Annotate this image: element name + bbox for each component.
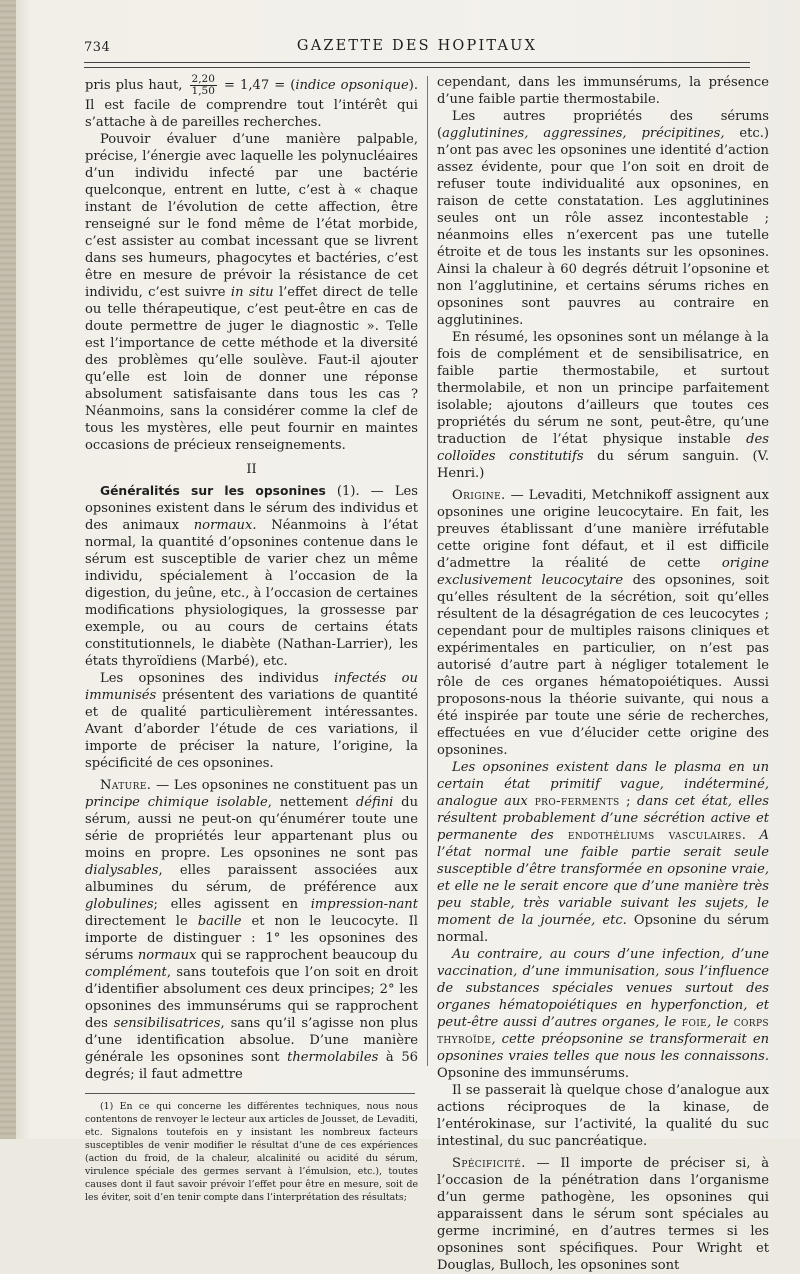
paragraph: En résumé, les opsonines sont un mélange à la fois de complément et de sensibilisatrice, en faible partie thermostabile, et surtout thermolabile, et non un principe parfaitement isolable; ajoutons d’ailleurs que toutes ces propriétés du sérum ne sont, peut-être, qu’une traduction de l’état physique instable des colloïdes constitutifs du sérum sanguin. (V. Henri.) xyxy=(437,330,769,481)
subsection-label: Nature. xyxy=(100,778,152,793)
right-column xyxy=(437,74,769,1274)
section-heading: Généralités sur les opsonines xyxy=(100,484,326,498)
paragraph: Nature. — Les opsonines ne constituent pas un principe chimique isolable, nettement défini du sérum, aussi ne peut-on qu’énumérer toute une série de propriétés leur appartenant plus ou moins en propre. Les opsonines ne sont pas dialysables, elles paraissent associées aux albumines du sérum, de préférence aux globulines; elles agissent en impression-nant directement le bacille et non le leucocyte. Il importe de distinguer : 1° les opsonines des sérums normaux qui se rapprochent beaucoup du complément, sans toutefois que l’on soit en droit d’identifier absolument ces deux principes; 2° les opsonines des immunsérums qui se rapprochent des sensibilisatrices, sans qu’il s’agisse non plus d’une identification absolue. D’une manière générale les opsonines sont thermolabiles à 56 degrés; il faut admettre xyxy=(85,778,419,1082)
paragraph: Les opsonines des individus infectés ou immunisés présentent des variations de quantité et de qualité particulièrement intéressantes. Avant d’aborder l’étude de ces variations, il importe de préciser la nature, l’origine, la spécificité de ces opsonines. xyxy=(85,671,418,771)
footnote-rule xyxy=(85,1093,415,1094)
column-divider xyxy=(427,76,428,1066)
paragraph: Au contraire, au cours d’une infection, d’une vaccination, d’une immunisation, sous l’influence de substances spéciales venues surtout des organes hématopoiétiques en hyperfonction, et peut-être aussi d’autres organes, le foie, le corps thyroïde, cette préopsonine se transformerait en opsonines vraies telles que nous les connaissons. Opsonine des immunsérums. xyxy=(437,947,769,1081)
footnote: (1) En ce qui concerne les différentes techniques, nous nous contentons de renvoyer le lecteur aux articles de Jousset, de Levaditi, etc. Signalons toutefois en y insistant les nombreux facteurs susceptibles de venir modifier le résultat d’une de ces expériences (action du froid, de la chaleur, alcalinité ou acidité du sérum, virulence spéciale des germes servant à l’émulsion, etc.), toutes causes dont il faut savoir prévoir l’effet pour être en mesure, soit de les éviter, soit d’en tenir compte dans l’interprétation des résultats; xyxy=(85,1101,418,1203)
paragraph: pris plus haut, $\frac{2,20}{1,50}$ = 1,47 = (indice opsonique). Il est facile de comprendre tout l’intérêt qui s’attache à de pareilles recherches. xyxy=(85,73,418,130)
header-rule xyxy=(84,62,750,68)
paragraph: Généralités sur les opsonines (1). — Les opsonines existent dans le sérum des individus et des animaux normaux. Néanmoins à l’état normal, la quantité d’opsonines contenue dans le sérum est susceptible de varier chez un même individu, spécialement à l’occasion de la digestion, du jeûne, etc., à l’occasion de certaines modifications physiologiques, la grossesse par exemple, ou au cours de certains états constitutionnels, le diabète (Nathan-Larrier), les états thyroïdiens (Marbé), etc. xyxy=(85,484,418,669)
paragraph: cependant, dans les immunsérums, la présence d’une faible partie thermostabile. xyxy=(437,75,769,107)
running-header xyxy=(84,34,750,56)
left-column xyxy=(85,74,418,1204)
paragraph: Spécificité. — Il importe de préciser si, à l’occasion de la pénétration dans l’organisme d’un germe pathogène, les opsonines qui apparaissent dans le sérum sont spéciales au germe incriminé, en d’autres termes si les opsonines sont spécifiques. Pour Wright et Douglas, Bulloch, les opsonines sont xyxy=(437,1156,769,1273)
paragraph: Les opsonines existent dans le plasma en un certain état primitif vague, indéterminé, analogue aux pro-ferments ; dans cet état, elles résultent probablement d’une sécrétion active et permanente des endothéliums vasculaires. A l’état normal une faible partie serait seule susceptible d’être transformée en opsonine vraie, et elle ne le serait encore que d’une manière très peu stable, très variable suivant les sujets, le moment de la journée, etc. Opsonine du sérum normal. xyxy=(437,760,770,945)
subsection-label: Spécificité. xyxy=(452,1156,526,1171)
subsection-label: Origine. xyxy=(452,488,506,503)
fraction: $\frac{2,20}{1,50}$ xyxy=(191,73,215,97)
paragraph: Origine. — Levaditi, Metchnikoff assignent aux opsonines une origine leucocytaire. En fait, les preuves établissant d’une manière irréfutable cette origine font défaut, et il est difficile d’admettre la réalité de cette origine exclusivement leucocytaire des opsonines, soit qu’elles résultent de la sécrétion, soit qu’elles résultent de la désagrégation de ces leucocytes ; cependant pour de multiples raisons cliniques et expérimentales en particulier, on n’est pas autorisé d’autre part à négliger totalement le rôle de ces organes hématopoiétiques. Aussi proposons-nous la théorie suivante, qui nous a été inspirée par toute une série de recherches, effectuées en vue d’élucider cette origine des opsonines. xyxy=(437,488,769,758)
section-number: II xyxy=(246,462,257,477)
paragraph: Il se passerait là quelque chose d’analogue aux actions réciproques de la kinase, de l’entérokinase, sur l’activité, la qualité du suc intestinal, du suc pancréatique. xyxy=(437,1083,769,1149)
binding-edge xyxy=(0,0,16,1139)
page-number: 734 xyxy=(84,40,111,55)
paragraph: Pouvoir évaluer d’une manière palpable, précise, l’énergie avec laquelle les polynucléaires d’un individu infecté par une bactérie quelconque, entrent en lutte, c’est à « chaque instant de l’évolution de cette affection, être renseigné sur le fond même de l’état morbide, c’est assister au combat incessant que se livrent dans ses humeurs, phagocytes et bactéries, c’est être en mesure de prévoir la résistance de cet individu, c’est suivre in situ l’effet direct de telle ou telle thérapeutique, c’est peut-être en cas de doute permettre de juger le diagnostic ». Telle est l’importance de cette méthode et la diversité des problèmes qu’elle soulève. Faut-il ajouter qu’elle est loin de donner une réponse absolument satisfaisante dans tous les cas ? Néanmoins, sans la considérer comme la clef de tous les mystères, elle peut fournir en maintes occasions de précieux renseignements. xyxy=(85,132,418,453)
paragraph: Les autres propriétés des sérums (agglutinines, aggressines, précipitines, etc.) n’ont pas avec les opsonines une identité d’action assez évidente, pour que l’on soit en droit de refuser toute individualité aux opsonines, en raison de cette constatation. Les agglutinines seules ont un rôle assez incontestable ; néanmoins elles n’exercent pas une tutelle étroite et de tous les instants sur les opsonines. Ainsi la chaleur à 60 degrés détruit l’opsonine et non l’agglutinine, et certains sérums riches en opsonines sont pauvres au contraire en agglutinines. xyxy=(437,109,769,328)
journal-title: GAZETTE DES HOPITAUX xyxy=(296,38,538,54)
